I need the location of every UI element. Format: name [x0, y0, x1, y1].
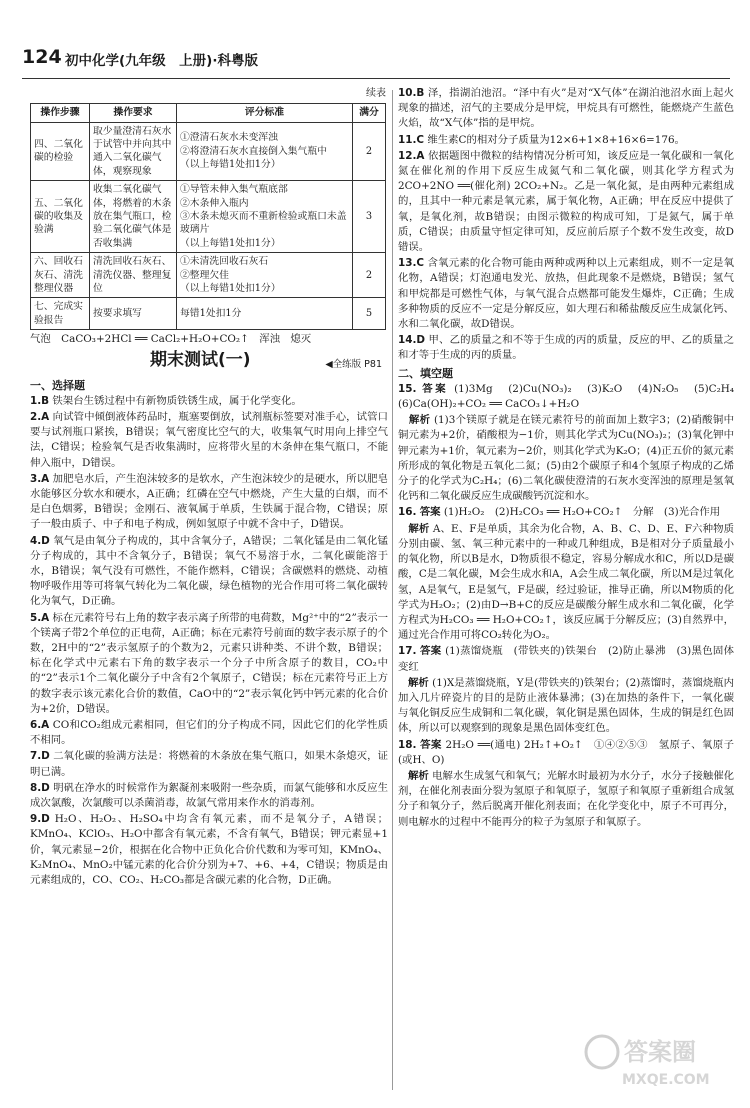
- watermark-text: 答案圈: [624, 1038, 696, 1066]
- question-number: 10.B: [398, 87, 425, 99]
- answer-text: A、E、F是单质，其余为化合物，A、B、C、D、E、F六种物质分别由碳、氢、氧三种元素中的一种或几种组成，B是相对分子质量最小的氧化物，所以B是水，D物质很不稳定，容易分解成水和C，所以D是碳酸，C是二氧化碳，M会生成水和A，A会生成二氧化碳，所以M是过氧化氢，A是氧气，E是氢气，F是碳，经过验证，推导正确，所以M物质的化学式为H₂O₂；(2)由D→B+C的反应是碳酸分解生成水和二氧化碳，化学方程式为H₂CO₃ ══ H₂O+CO₂↑，该反应属于分解反应；(3)自然界中，通过光合作用可将CO₂转化为O₂。: [398, 522, 735, 642]
- answer-item: [398, 86, 734, 132]
- answer-text: (1)3个镁原子就是在镁元素符号的前面加上数字3；(2)硝酸铜中铜元素为+2价，硝酸根为−1价，则其化学式为Cu(NO₃)₂；(3)氧化钾中钾元素为+1价，氧元素为−2价，则其化学式为K₂O；(4)正五价的氮元素所形成的氧化物是五氧化二氮；(5)由2个碳原子和4个氢原子构成的乙烯分子的化学式为C₂H₄；(6)二氧化碳使澄清的石灰水变浑浊的原理是氢氧化钙和二氧化碳反应生成碳酸钙沉淀和水。: [398, 414, 734, 503]
- answer-item: [398, 738, 734, 768]
- question-number: 11.C: [398, 133, 425, 146]
- table-row: [31, 181, 386, 253]
- answer-item: [398, 256, 734, 332]
- cell-criteria: ①导管未伸入集气瓶底部 ②木条伸入瓶内 ③木条未熄灭而不重新检验或瓶口未盖玻璃片 （以上每错1处扣1分）: [177, 181, 353, 253]
- answer-item: [30, 812, 388, 888]
- answer-item: [398, 149, 734, 255]
- page-header: [22, 48, 730, 76]
- question-number: 6.A: [30, 718, 50, 731]
- cell-score: 3: [353, 181, 386, 253]
- answer-text: 二氧化碳的验满方法是：将燃着的木条放在集气瓶口，如果木条熄灭，证明已满。: [30, 750, 389, 778]
- exam-title: 期末测试(一): [150, 349, 251, 370]
- question-number: 18.: [398, 738, 417, 751]
- cell-score: 2: [353, 253, 386, 298]
- cell-step: 五、二氧化碳的收集及验满: [31, 181, 90, 253]
- answer-text: 维生素C的相对分子质量为12×6+1×8+16×6=176。: [427, 133, 685, 146]
- answer-item: [30, 472, 388, 533]
- answer-label: 解析: [407, 676, 429, 689]
- question-number: 15.: [398, 382, 417, 395]
- answer-text: CO和CO₂组成元素相同，但它们的分子构成不同，因此它们的化学性质不相同。: [30, 718, 388, 747]
- answer-item: [30, 611, 388, 717]
- question-number: 13.C: [398, 257, 425, 270]
- cell-criteria: ①未清洗回收石灰石 ②整理欠佳 （以上每错1处扣1分）: [177, 253, 353, 298]
- answer-item: [398, 382, 745, 412]
- answer-text: 甲、乙的质量之和不等于生成的丙的质量，反应的甲、乙的质量之和才等于生成的丙的质量。: [398, 334, 734, 362]
- answer-label: 解析: [408, 414, 431, 427]
- answer-item: [398, 413, 734, 504]
- answer-text: 含氧元素的化合物可能由两种或两种以上元素组成，则不一定是氧化物，A错误；灯泡通电发光、放热，但此现象不是燃烧，B错误；氢气和甲烷都是可燃性气体，与氧气混合点燃都可能发生爆炸，C正确；生成多种物质的反应不一定是分解反应，如大理石和稀盐酸反应生成氯化钙、水和二氧化碳，故D错误。: [398, 257, 735, 331]
- left-column: [30, 86, 388, 1096]
- question-number: 3.A: [30, 472, 50, 485]
- left-answer-list: [30, 394, 388, 889]
- cell-criteria: 每错1处扣1分: [177, 298, 353, 330]
- watermark-logo: [582, 1024, 732, 1094]
- answer-text: 2H₂O ══(通电) 2H₂↑+O₂↑ ①④②⑤③ 氢原子、氧原子(或H、O): [398, 738, 734, 766]
- answer-text: 明矾在净水的时候常作为絮凝剂来吸附一些杂质，而氯气能够和水反应生成次氯酸，次氯酸可以杀菌消毒，故氯气常用来作水的消毒剂。: [30, 781, 389, 809]
- answer-text: 电解水生成氢气和氧气；光解水时最初为水分子，水分子接触催化剂，在催化剂表面分裂为氢原子和氧原子，氢原子和氧原子重新组合成氢分子和氧分子，然后脱离开催化剂表面；在化学变化中，原子不可再分，则电解水的过程中不能再分的粒子为氢原子和氧原子。: [398, 769, 734, 828]
- answer-item: [398, 676, 734, 737]
- question-number: 8.D: [30, 781, 50, 794]
- section-heading: 二、填空题: [398, 366, 453, 380]
- table-tail-answer: 气泡 CaCO₃+2HCl ══ CaCl₂+H₂O+CO₂↑ 浑浊 熄灭: [30, 333, 312, 346]
- table-row: [31, 298, 386, 330]
- cell-requirement: 按要求填写: [90, 298, 177, 330]
- answer-text: (1)H₂O₂ (2)H₂CO₃ ══ H₂O+CO₂↑ 分解 (3)光合作用: [443, 506, 721, 519]
- answer-label: 解析: [407, 769, 429, 782]
- question-number: 16.: [398, 506, 417, 519]
- column-divider: [392, 90, 393, 1090]
- cell-score: 2: [353, 122, 386, 181]
- cell-step: 七、完成实验报告: [31, 298, 90, 330]
- continued-label: 续表: [366, 88, 386, 99]
- answer-text: 泽，指湖泊池沼。“泽中有火”是对“X气体”在湖泊池沼水面上起火现象的描述，沼气的主要成分是甲烷，甲烷具有可燃性，能燃烧产生蓝色火焰，故“X气体”指的是甲烷。: [398, 87, 734, 130]
- table-header-row: [31, 104, 386, 122]
- cell-criteria: ①澄清石灰水未变浑浊 ②将澄清石灰水直接倒入集气瓶中 （以上每错1处扣1分）: [177, 122, 353, 181]
- cell-requirement: 收集二氧化碳气体，将燃着的木条放在集气瓶口，检验二氧化碳气体是否收集满: [90, 181, 177, 253]
- question-number: 4.D: [30, 534, 50, 547]
- table-row: [31, 253, 386, 298]
- answer-item: [30, 394, 388, 409]
- book-title: 初中化学(九年级 上册)·科粤版: [65, 53, 258, 69]
- answer-item: [398, 769, 734, 830]
- watermark-url: MXQE.COM: [622, 1072, 710, 1088]
- answer-text: (1)3Mg (2)Cu(NO₃)₂ (3)K₂O (4)N₂O₅ (5)C₂H₄ (6)Ca(OH)₂+CO₂ ══ CaCO₃↓+H₂O: [398, 382, 745, 411]
- table-row: [31, 122, 386, 181]
- question-number: 17.: [398, 645, 417, 658]
- cell-score: 5: [353, 298, 386, 330]
- page-number: 124: [22, 46, 62, 68]
- answer-item: [30, 534, 388, 610]
- answer-text: 依据题图中微粒的结构情况分析可知，该反应是一氧化碳和一氧化氮在催化剂的作用下反应生成氮气和二氧化碳，则其化学方程式为2CO+2NO ══(催化剂) 2CO₂+N₂。乙是一氧化氮，是由两种元素组成的，且其中一种元素是氧元素，属于氧化物，A正确；甲在反应中提供了氧，是氧化剂，故B错误；由图示微粒的构成可知，丁是氮气，属于单质，C错误；由质量守恒定律可知，反应前后原子个数不发生改变，故D错误。: [398, 149, 734, 254]
- question-number: 2.A: [30, 410, 50, 423]
- answer-text: 加肥皂水后，产生泡沫较多的是软水，产生泡沫较少的是硬水，所以肥皂水能够区分软水和硬水，A正确；红磷在空气中燃烧，产生大量的白烟，而不是白色烟雾，B错误；金刚石、液氧属于单质，生铁属于混合物，C错误；原子一般由质子、中子和电子构成，例如氢原子中就不含中子，D错误。: [30, 472, 388, 531]
- question-number: 9.D: [30, 813, 50, 826]
- answer-label: 答案: [422, 382, 449, 395]
- answer-item: [30, 749, 388, 779]
- answer-text: 标在元素符号右上角的数字表示离子所带的电荷数，Mg²⁺中的“2”表示一个镁离子带2个单位的正电荷，A正确；标在元素符号前面的数字表示原子的个数，2H中的“2”表示氢原子的个数为2，元素只讲种类、不讲个数，B错误；标在化学式中元素右下角的数字表示一个分子中所含原子的数目，CO₂中的“2”表示1个二氧化碳分子中含有2个氧原子，C错误；标在元素符号正上方的数字表示该元素化合价的数值，CaO中的“2”表示氧化钙中钙元素的化合价为+2价，D错误。: [30, 611, 388, 715]
- answer-item: [398, 505, 734, 520]
- answer-label: 答案: [420, 645, 442, 658]
- exam-title-block: [30, 349, 388, 375]
- right-answer-list-a: [398, 86, 734, 364]
- answer-text: H₂O、H₂O₂、H₂SO₄中均含有氧元素，而不是氧分子，A错误；KMnO₄、KClO₃、H₂O中都含有氧元素，不含有氧气，B错误；钾元素显+1价，氧元素显−2价，根据在化合物中正负化合价代数和为零可知，KMnO₄、K₂MnO₄、MnO₂中锰元素的化合价分别为+7、+6、+4，C错误；物质是由元素组成的，CO、CO₂、H₂CO₃都是含碳元素的化合物，D正确。: [30, 813, 389, 886]
- cell-step: 四、二氧化碳的检验: [31, 122, 90, 181]
- answer-item: [398, 522, 734, 644]
- grading-table: [30, 103, 386, 330]
- answer-text: 氧气是由氧分子构成的，其中含氧分子，A错误；二氧化锰是由二氧化锰分子构成的，其中不含氧分子，B错误；氧气不易溶于水，二氧化碳能溶于水，B错误；氧气没有可燃性，不能作燃料，C错误；含碳燃料的燃烧、动植物呼吸作用等可将氧气转化为二氧化碳，绿色植物的光合作用可将二氧化碳转化为氧气，D正确。: [30, 534, 388, 608]
- cell-step: 六、回收石灰石、清洗整理仪器: [31, 253, 90, 298]
- right-answer-list-b: [398, 382, 745, 830]
- answer-label: 解析: [408, 522, 430, 535]
- col-header: 评分标准: [177, 104, 353, 122]
- answer-text: (1)蒸馏烧瓶 (带铁夹的)铁架台 (2)防止暴沸 (3)黑色固体变红: [398, 645, 735, 673]
- question-number: 5.A: [30, 611, 50, 624]
- question-number: 1.B: [30, 394, 50, 407]
- answer-item: [398, 644, 734, 674]
- answer-text: (1)X是蒸馏烧瓶，Y是(带铁夹的)铁架台；(2)蒸馏时，蒸馏烧瓶内加入几片碎瓷片的目的是防止液体暴沸；(3)在加热的条件下，一氧化碳与氧化铜反应生成铜和二氧化碳，氧化铜是黑色固体，生成的铜是红色固体，所以可以观察到的现象是黑色固体变红色。: [398, 676, 734, 735]
- question-number: 14.D: [398, 334, 426, 347]
- answer-text: 向试管中倾倒液体药品时，瓶塞要倒放，试剂瓶标签要对准手心，试管口要与试剂瓶口紧挨，B错误；氧气密度比空气的大，收集氧气时用向上排空气法，C错误；检验氧气是否收集满时，应将带火星的木条伸在集气瓶口，不能伸入瓶中，D错误。: [30, 410, 388, 469]
- col-header: 操作步骤: [31, 104, 90, 122]
- answer-item: [398, 333, 734, 363]
- answer-label: 答案: [419, 506, 441, 519]
- col-header: 操作要求: [90, 104, 177, 122]
- header-rule: [22, 78, 730, 79]
- answer-item: [30, 410, 388, 471]
- answer-item: [398, 133, 734, 148]
- exam-page-tag: ◀全练版 P81: [325, 358, 382, 370]
- answer-label: 答案: [420, 738, 442, 751]
- question-number: 12.A: [398, 149, 425, 162]
- section-heading: 一、选择题: [30, 378, 85, 392]
- answer-item: [30, 781, 388, 811]
- question-number: 7.D: [30, 750, 50, 763]
- right-column: [398, 86, 745, 1096]
- cell-requirement: 清洗回收石灰石、清洗仪器、整理复位: [90, 253, 177, 298]
- cell-requirement: 取少量澄清石灰水于试管中并向其中通入二氧化碳气体，观察现象: [90, 122, 177, 181]
- col-header: 满分: [353, 104, 386, 122]
- answer-text: 铁架台生锈过程中有新物质铁锈生成，属于化学变化。: [52, 394, 302, 407]
- answer-item: [30, 718, 388, 748]
